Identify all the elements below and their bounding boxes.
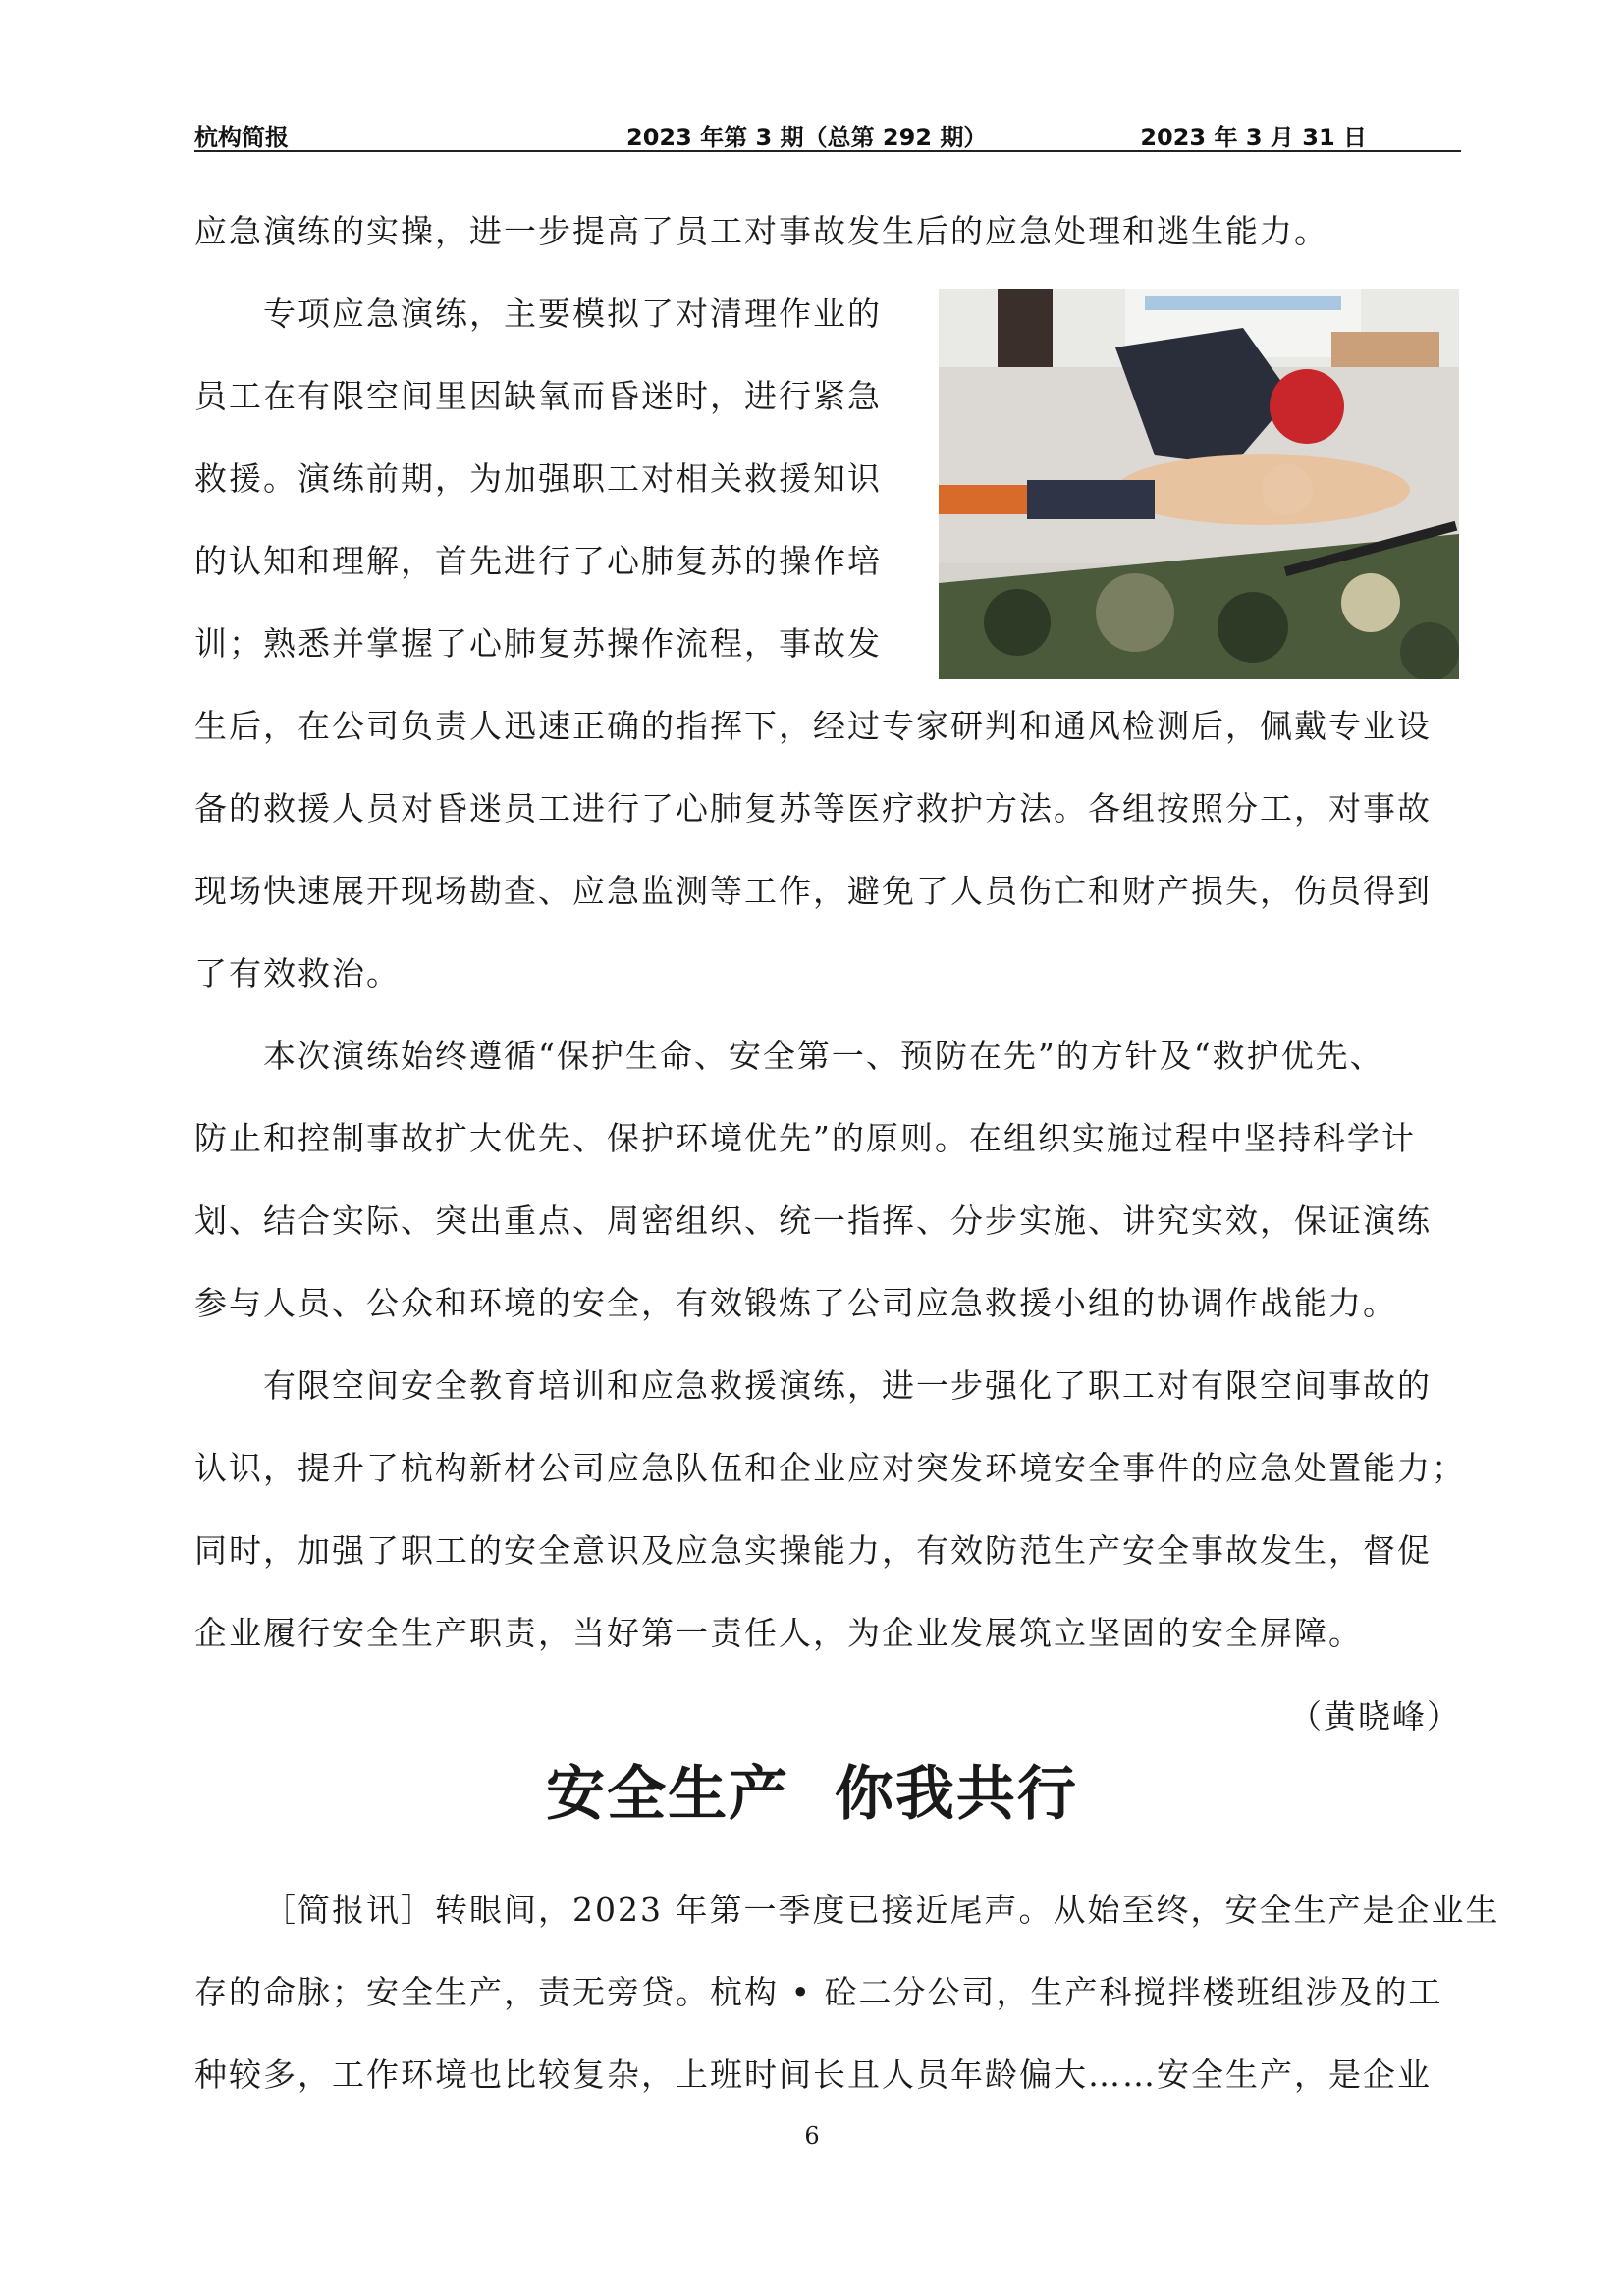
text-line: 专项应急演练，主要模拟了对清理作业的 [263, 294, 882, 333]
article-title: 安全生产 你我共行 [546, 1760, 1078, 1829]
page-header [194, 118, 1461, 151]
text-line: 同时，加强了职工的安全意识及应急实操能力，有效防范生产安全事故发生，督促 [194, 1531, 1432, 1570]
text-line: 存的命脉；安全生产，责无旁贷。杭构 • 砼二分公司，生产科搅拌楼班组涉及的工 [194, 1973, 1443, 2011]
header-date: 2023 年 3 月 31 日 [1140, 124, 1367, 151]
text-line: 认识，提升了杭构新材公司应急队伍和企业应对突发环境安全事件的应急处置能力； [194, 1449, 1466, 1487]
cpr-drill-photo [939, 289, 1459, 679]
text-line: 训；熟悉并掌握了心肺复苏操作流程，事故发 [194, 624, 882, 663]
text-line: 种较多，工作环境也比较复杂，上班时间长且人员年龄偏大……安全生产，是企业 [194, 2056, 1432, 2094]
text-line: 应急演练的实操，进一步提高了员工对事故发生后的应急处理和逃生能力。 [194, 212, 1328, 250]
text-line: 有限空间安全教育培训和应急救援演练，进一步强化了职工对有限空间事故的 [263, 1366, 1432, 1405]
text-line: 本次演练始终遵循“保护生命、安全第一、预防在先”的方针及“救护优先、 [263, 1037, 1384, 1075]
text-line: 的认知和理解，首先进行了心肺复苏的操作培 [194, 542, 882, 580]
text-line: 现场快速展开现场勘查、应急监测等工作，避免了人员伤亡和财产损失，伤员得到 [194, 872, 1432, 910]
text-line: 生后，在公司负责人迅速正确的指挥下，经过专家研判和通风检测后，佩戴专业设 [194, 707, 1432, 745]
header-issue: 2023 年第 3 期（总第 292 期） [626, 124, 988, 151]
text-line: 划、结合实际、突出重点、周密组织、统一指挥、分步实施、讲究实效，保证演练 [194, 1201, 1432, 1240]
page-number: 6 [804, 2122, 820, 2150]
text-line: 备的救援人员对昏迷员工进行了心肺复苏等医疗救护方法。各组按照分工，对事故 [194, 789, 1432, 828]
header-publication: 杭构简报 [194, 124, 289, 151]
text-line: 员工在有限空间里因缺氧而昏迷时，进行紧急 [194, 377, 882, 415]
header-rule [194, 150, 1461, 152]
text-line: 了有效救治。 [194, 954, 401, 992]
text-line: ［简报讯］转眼间，2023 年第一季度已接近尾声。从始至终，安全生产是企业生 [263, 1891, 1500, 1929]
text-line: 参与人员、公众和环境的安全，有效锻炼了公司应急救援小组的协调作战能力。 [194, 1284, 1397, 1322]
author-credit: （黄晓峰） [1289, 1697, 1461, 1735]
text-line: 企业履行安全生产职责，当好第一责任人，为企业发展筑立坚固的安全屏障。 [194, 1614, 1363, 1652]
text-line: 防止和控制事故扩大优先、保护环境优先”的原则。在组织实施过程中坚持科学计 [194, 1119, 1416, 1157]
text-line: 救援。演练前期，为加强职工对相关救援知识 [194, 459, 882, 498]
